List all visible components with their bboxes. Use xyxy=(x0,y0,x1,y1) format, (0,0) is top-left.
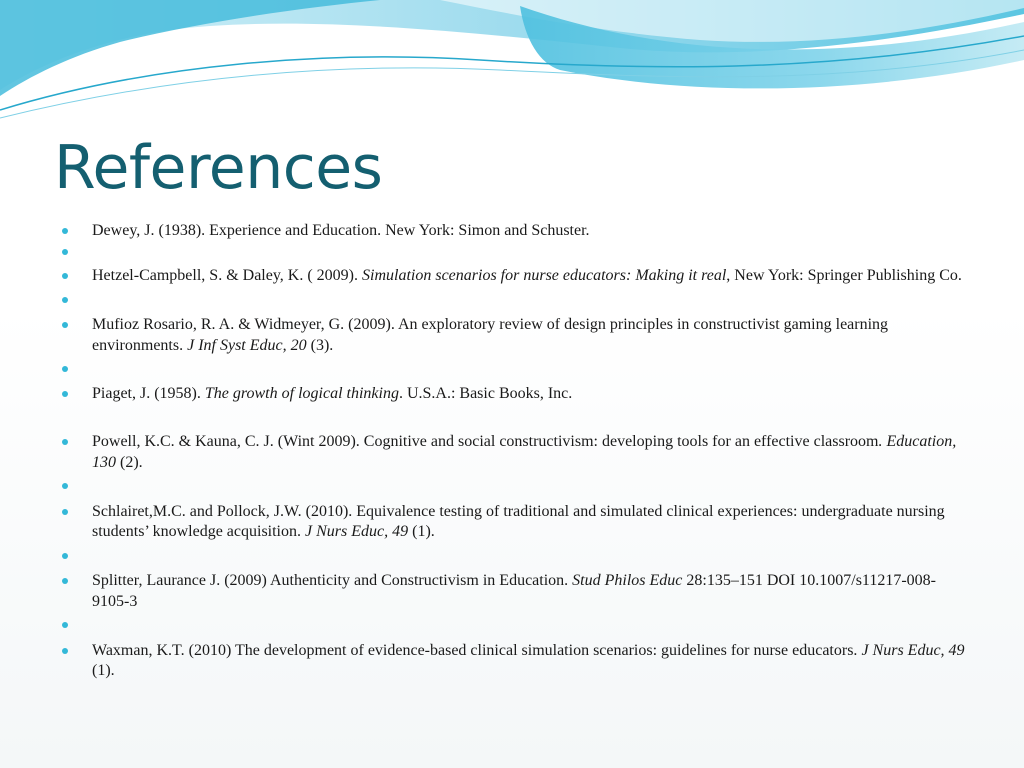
bullet-icon xyxy=(62,648,68,654)
slide-title: References xyxy=(54,133,383,203)
bullet-icon xyxy=(62,553,68,559)
empty-bullet-item xyxy=(62,242,972,263)
reference-italic-title: . Education, 130 xyxy=(92,433,957,471)
reference-item xyxy=(62,315,972,356)
empty-bullet-item xyxy=(62,476,972,497)
reference-item xyxy=(62,502,972,543)
reference-text-end: (3). xyxy=(306,336,334,354)
reference-text-end: 28:135–151 DOI 10.1007/s11217-008-9105-3 xyxy=(92,572,936,610)
bullet-icon xyxy=(62,578,68,584)
bullet-icon xyxy=(62,273,68,279)
reference-text: Splitter, Laurance J. (2009) Authenticity and Constructivism in Education. xyxy=(92,572,573,589)
bullet-icon xyxy=(62,391,68,397)
reference-item xyxy=(62,571,972,612)
reference-text: Waxman, K.T. (2010) The development of evidence-based clinical simulation scenarios: guidelines for nurse educators. xyxy=(92,641,862,659)
reference-text-end: (1). xyxy=(92,662,115,679)
header-wave-decoration xyxy=(0,0,1024,125)
reference-italic-title: Simulation scenarios for nurse educators: Making it real xyxy=(362,267,727,284)
bullet-icon xyxy=(62,509,68,515)
reference-text-end: , New York: Springer Publishing Co. xyxy=(726,267,962,284)
bullet-icon xyxy=(62,439,68,445)
reference-item xyxy=(62,432,972,473)
bullet-icon xyxy=(62,483,68,489)
reference-italic-title: The growth of logical thinking xyxy=(204,384,399,402)
empty-bullet-item xyxy=(62,615,972,636)
empty-bullet-item xyxy=(62,546,972,567)
reference-italic-title: J Inf Syst Educ, 20 xyxy=(187,336,307,354)
reference-item xyxy=(62,266,972,287)
reference-item xyxy=(62,221,972,242)
bullet-icon xyxy=(62,622,68,628)
reference-text-end: . U.S.A.: Basic Books, Inc. xyxy=(398,384,573,402)
reference-text-end: (1). xyxy=(408,523,435,540)
bullet-icon xyxy=(62,228,68,234)
reference-italic-title: J Nurs Educ, 49 xyxy=(861,641,965,659)
reference-text: Powell, K.C. & Kauna, C. J. (Wint 2009). Cognitive and social constructivism: developing tools for an effective classroom xyxy=(92,433,879,450)
reference-item xyxy=(62,641,972,682)
empty-bullet-item xyxy=(62,359,972,380)
reference-text: Schlairet,M.C. and Pollock, J.W. (2010). Equivalence testing of traditional and simulated clinical experiences: undergraduate nursing students’ knowledge acquisition. xyxy=(92,502,945,540)
reference-text: Mufioz Rosario, R. A. & Widmeyer, G. (2009). An exploratory review of design principles in constructivist gaming learning environments. xyxy=(92,316,889,354)
reference-text: Piaget, J. (1958). xyxy=(92,384,205,402)
reference-text: Hetzel-Campbell, S. & Daley, K. ( 2009). xyxy=(92,267,363,284)
reference-italic-title: J Nurs Educ, 49 xyxy=(305,523,409,540)
bullet-icon xyxy=(62,322,68,328)
bullet-icon xyxy=(62,297,68,303)
reference-list xyxy=(62,221,972,682)
empty-bullet-item xyxy=(62,290,972,311)
reference-item xyxy=(62,384,972,405)
reference-text: Dewey, J. (1938). Experience and Education. New York: Simon and Schuster. xyxy=(92,222,590,239)
bullet-icon xyxy=(62,249,68,255)
bullet-icon xyxy=(62,366,68,372)
reference-italic-title: Stud Philos Educ xyxy=(572,572,683,589)
reference-text-end: (2). xyxy=(116,453,143,471)
